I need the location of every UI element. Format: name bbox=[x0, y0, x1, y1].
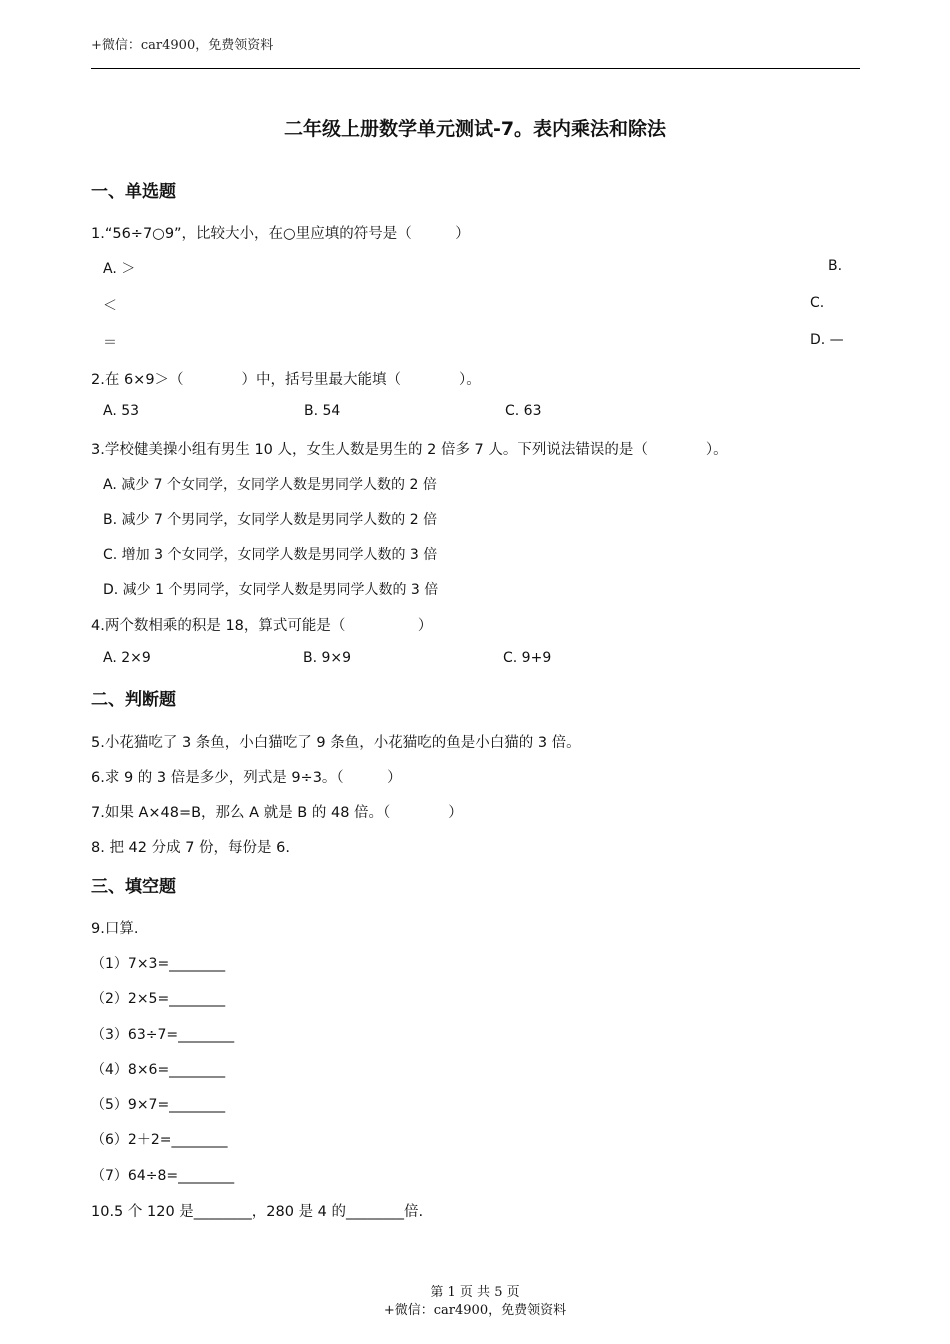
question-8: 8. 把 42 分成 7 份，每份是 6. bbox=[91, 840, 290, 856]
q2-option-c: C. 63 bbox=[505, 403, 542, 419]
question-6: 6.求 9 的 3 倍是多少，列式是 9÷3。（ ） bbox=[91, 770, 402, 786]
q3-option-c: C. 增加 3 个女同学，女同学人数是男同学人数的 3 倍 bbox=[103, 547, 438, 563]
q9-item-4: （4）8×6=________ bbox=[91, 1062, 226, 1078]
q1-option-b-symbol: ＜ bbox=[103, 298, 117, 314]
q9-item-6: （6）2＋2=________ bbox=[91, 1132, 228, 1148]
question-3: 3.学校健美操小组有男生 10 人，女生人数是男生的 2 倍多 7 人。下列说法错误的是（ ）。 bbox=[91, 442, 728, 458]
question-7: 7.如果 A×48=B，那么 A 就是 B 的 48 倍。（ ） bbox=[91, 805, 463, 821]
footer-watermark: +微信：car4900，免费领资料 bbox=[383, 1303, 567, 1318]
q4-option-a: A. 2×9 bbox=[103, 650, 151, 666]
q1-option-c-label: C. bbox=[810, 295, 825, 311]
q4-option-c: C. 9+9 bbox=[503, 650, 552, 666]
question-5: 5.小花猫吃了 3 条鱼，小白猫吃了 9 条鱼，小花猫吃的鱼是小白猫的 3 倍。 bbox=[91, 735, 581, 751]
q3-option-a: A. 减少 7 个女同学，女同学人数是男同学人数的 2 倍 bbox=[103, 477, 437, 493]
q9-item-1: （1）7×3=________ bbox=[91, 956, 226, 972]
q9-item-5: （5）9×7=________ bbox=[91, 1097, 226, 1113]
question-1: 1.“56÷7○9”，比较大小，在○里应填的符号是（ ） bbox=[91, 226, 470, 242]
section-heading-judgement: 二、判断题 bbox=[91, 690, 176, 710]
question-9: 9.口算. bbox=[91, 921, 139, 937]
question-2: 2.在 6×9＞（ ）中，括号里最大能填（ ）。 bbox=[91, 372, 481, 388]
q1-option-d: D. — bbox=[810, 332, 844, 348]
header-watermark: +微信：car4900，免费领资料 bbox=[91, 38, 274, 53]
q2-option-b: B. 54 bbox=[304, 403, 341, 419]
question-4: 4.两个数相乘的积是 18，算式可能是（ ） bbox=[91, 618, 433, 634]
header-divider bbox=[91, 68, 860, 69]
q2-option-a: A. 53 bbox=[103, 403, 140, 419]
page-title: 二年级上册数学单元测试-7。表内乘法和除法 bbox=[283, 118, 667, 140]
section-heading-single-choice: 一、单选题 bbox=[91, 182, 176, 202]
q3-option-b: B. 减少 7 个男同学，女同学人数是男同学人数的 2 倍 bbox=[103, 512, 438, 528]
section-heading-fill-blank: 三、填空题 bbox=[91, 877, 176, 897]
q1-option-c-symbol: ＝ bbox=[103, 335, 117, 351]
q1-option-a: A. ＞ bbox=[103, 261, 136, 277]
q4-option-b: B. 9×9 bbox=[303, 650, 352, 666]
q1-option-b-label: B. bbox=[828, 258, 843, 274]
page-number: 第 1 页 共 5 页 bbox=[430, 1285, 520, 1300]
q9-item-2: （2）2×5=________ bbox=[91, 991, 226, 1007]
q9-item-7: （7）64÷8=________ bbox=[91, 1168, 235, 1184]
question-10: 10.5 个 120 是________，280 是 4 的________倍. bbox=[91, 1204, 424, 1220]
q3-option-d: D. 减少 1 个男同学，女同学人数是男同学人数的 3 倍 bbox=[103, 582, 439, 598]
q9-item-3: （3）63÷7=________ bbox=[91, 1027, 235, 1043]
